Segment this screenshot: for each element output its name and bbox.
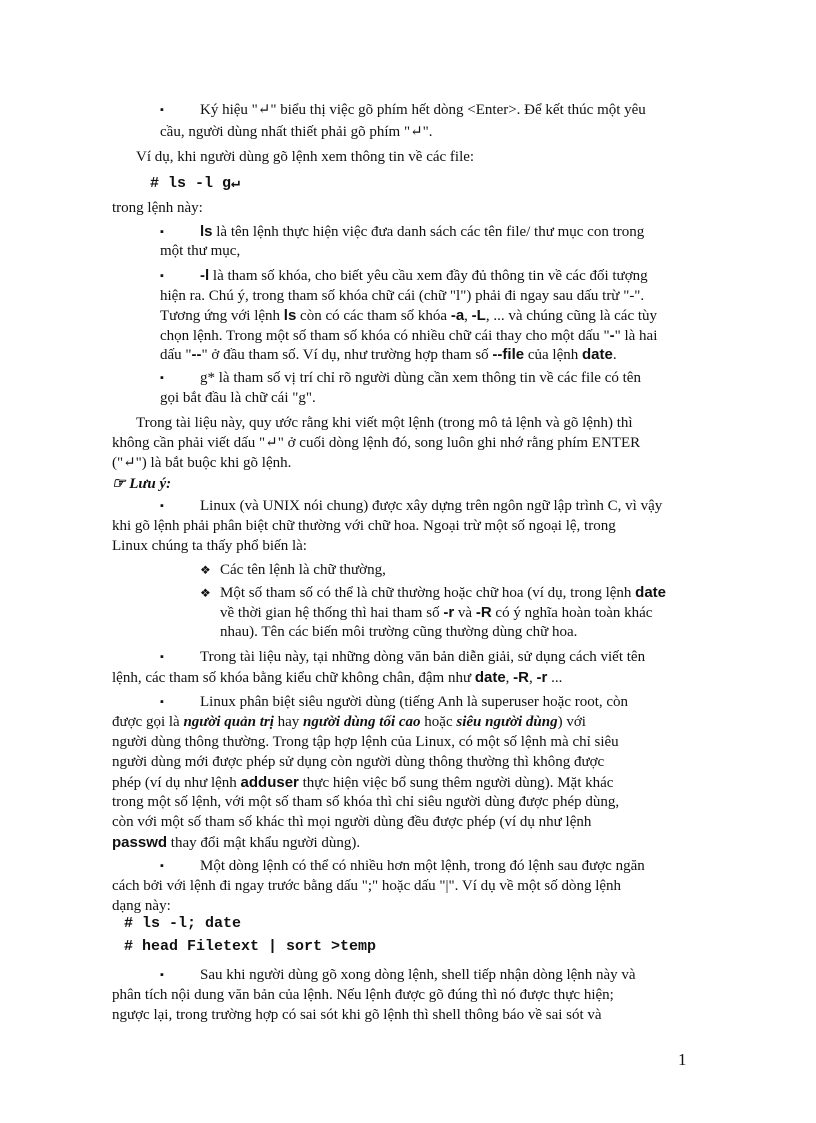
square-bullet-icon [160,101,200,121]
diamond-bullet-icon [200,561,220,580]
command-example-3: # head Filetext | sort >temp [124,938,377,955]
diamond-bullet-icon [200,584,220,603]
convention-line-2: không cần phải viết dấu "↵" ở cuối dòng lệnh đó, song luôn ghi nhớ rằng phím ENTER [112,435,641,451]
example-intro: Ví dụ, khi người dùng gõ lệnh xem thông tin về các file: [136,149,475,165]
bullet-doc-convention: ▪Trong tài liệu này, tại những dòng văn bản diễn giải, sử dụng cách viết tên [160,648,704,668]
square-bullet-icon [160,497,200,517]
bullet-g-star: ▪g* là tham số vị trí chỉ rõ người dùng cần xem thông tin về các file có tên [160,369,704,389]
square-bullet-icon [160,693,200,713]
page-number: 1 [678,1050,687,1069]
note-label: ☞ Lưu ý: [112,476,172,492]
bullet-superuser: ▪Linux phân biệt siêu người dùng (tiếng Anh là superuser hoặc root, còn [160,693,704,713]
bullet-enter-symbol-cont: cầu, người dùng nhất thiết phải gõ phím "↵". [160,124,433,140]
document-page: ▪Ký hiệu "↵" biểu thị việc gõ phím hết dòng <Enter>. Để kết thúc một yêu cầu, người dùng nhất thiết phải gõ phím "↵". Ví dụ, khi người dùng gõ lệnh xem thông tin về các file: # ls -l g↵ trong lệnh này: ▪ls là tên lệnh thực hiện việc đưa danh sách các tên file/ thư mục con trong một thư mục, ▪-l là tham số khóa, cho biết yêu cầu xem đầy đủ thông tin về các đối tượng hiện ra. Chú ý, trong tham số khóa chữ cái (chữ "l") phải đi ngay sau dấu trừ "-". Tương ứng với lệnh ls còn có các tham số khóa -a, -L, ... và chúng cũng là các tùy chọn lệnh. Trong một số tham số khóa có nhiều chữ cái thay cho một dấu "-" là hai dấu "--" ở đầu tham số. Ví dụ, như trường hợp tham số --file của lệnh date. ▪g* là tham số vị trí chỉ rõ người dùng cần xem thông tin về các file có tên gọi bắt đầu là chữ cái "g". Trong tài liệu này, quy ước rằng khi viết một lệnh (trong mô tả lệnh và gõ lệnh) thì không cần phải viết dấu "↵" ở cuối dòng lệnh đó, song luôn ghi nhớ rằng phím ENTER ("↵") là bắt buộc khi gõ lệnh. ☞ Lưu ý: ▪Linux (và UNIX nói chung) được xây dựng trên ngôn ngữ lập trình C, vì vậy khi gõ lệnh phải phân biệt chữ thường với chữ hoa. Ngoại trừ một số ngoại lệ, trong Linux chúng ta thấy phổ biến là: ❖Các tên lệnh là chữ thường, ❖Một số tham số có thể là chữ thường hoặc chữ hoa (ví dụ, trong lệnh date về thời gian hệ thống thì hai tham số -r và -R có ý nghĩa hoàn toàn khác nhau). Tên các biến môi trường cũng thường dùng chữ hoa. ▪Trong tài liệu này, tại những dòng văn bản diễn giải, sử dụng cách viết tên lệnh, các tham số khóa bằng kiểu chữ không chân, đậm như date, -R, -r ... ▪Linux phân biệt siêu người dùng (tiếng Anh là superuser hoặc root, còn được gọi là người quản trị hay người dùng tối cao hoặc siêu người dùng) với người dùng thông thường. Trong tập hợp lệnh của Linux, có một số lệnh mà chỉ siêu người dùng mới được phép sử dụng còn người dùng thông thường thì không được phép (ví dụ như lệnh adduser thực hiện việc bổ sung thêm người dùng). Mặt khác trong một số lệnh, với một số tham số khóa thì chỉ siêu người dùng được phép dùng, còn với một số tham số khác thì mọi người dùng đều được phép (ví dụ như lệnh passwd thay đổi mật khẩu người dùng). ▪Một dòng lệnh có thể có nhiều hơn một lệnh, trong đó lệnh sau được ngăn cách bởi với lệnh đi ngay trước bằng dấu ";" hoặc dấu "|". Ví dụ về một số dòng lệnh dạng này: # ls -l; date # head Filetext | sort >temp ▪Sau khi người dùng gõ xong dòng lệnh, shell tiếp nhận dòng lệnh này và phân tích nội dung văn bản của lệnh. Nếu lệnh được gõ đúng thì nó được thực hiện; ngược lại, trong trường hợp có sai sót khi gõ lệnh thì shell thông báo về sai sót và 1 [0,0,816,1123]
diamond-item-2: ❖Một số tham số có thể là chữ thường hoặc chữ hoa (ví dụ, trong lệnh date [200,583,704,603]
convention-line-3: ("↵") là bắt buộc khi gõ lệnh. [112,455,292,471]
bullet-multi-command: ▪Một dòng lệnh có thể có nhiều hơn một lệnh, trong đó lệnh sau được ngăn [160,857,704,877]
square-bullet-icon [160,966,200,986]
diamond-item-1: ❖Các tên lệnh là chữ thường, [200,561,704,580]
bullet-enter-symbol: ▪Ký hiệu "↵" biểu thị việc gõ phím hết dòng <Enter>. Để kết thúc một yêu [160,101,704,121]
square-bullet-icon [160,267,200,287]
bullet-linux-case: ▪Linux (và UNIX nói chung) được xây dựng trên ngôn ngữ lập trình C, vì vậy [160,497,704,517]
square-bullet-icon [160,369,200,389]
bullet-shell-parse: ▪Sau khi người dùng gõ xong dòng lệnh, shell tiếp nhận dòng lệnh này và [160,966,704,986]
square-bullet-icon [160,648,200,668]
bullet-ls: ▪ls là tên lệnh thực hiện việc đưa danh sách các tên file/ thư mục con trong [160,222,704,243]
command-example-1: # ls -l g↵ [150,175,241,192]
in-command-label: trong lệnh này: [112,200,203,216]
bullet-l-option: ▪-l là tham số khóa, cho biết yêu cầu xem đầy đủ thông tin về các đối tượng [160,266,704,287]
command-example-2: # ls -l; date [124,915,242,932]
square-bullet-icon [160,857,200,877]
square-bullet-icon [160,223,200,243]
convention-line-1: Trong tài liệu này, quy ước rằng khi viết một lệnh (trong mô tả lệnh và gõ lệnh) thì [136,415,633,431]
